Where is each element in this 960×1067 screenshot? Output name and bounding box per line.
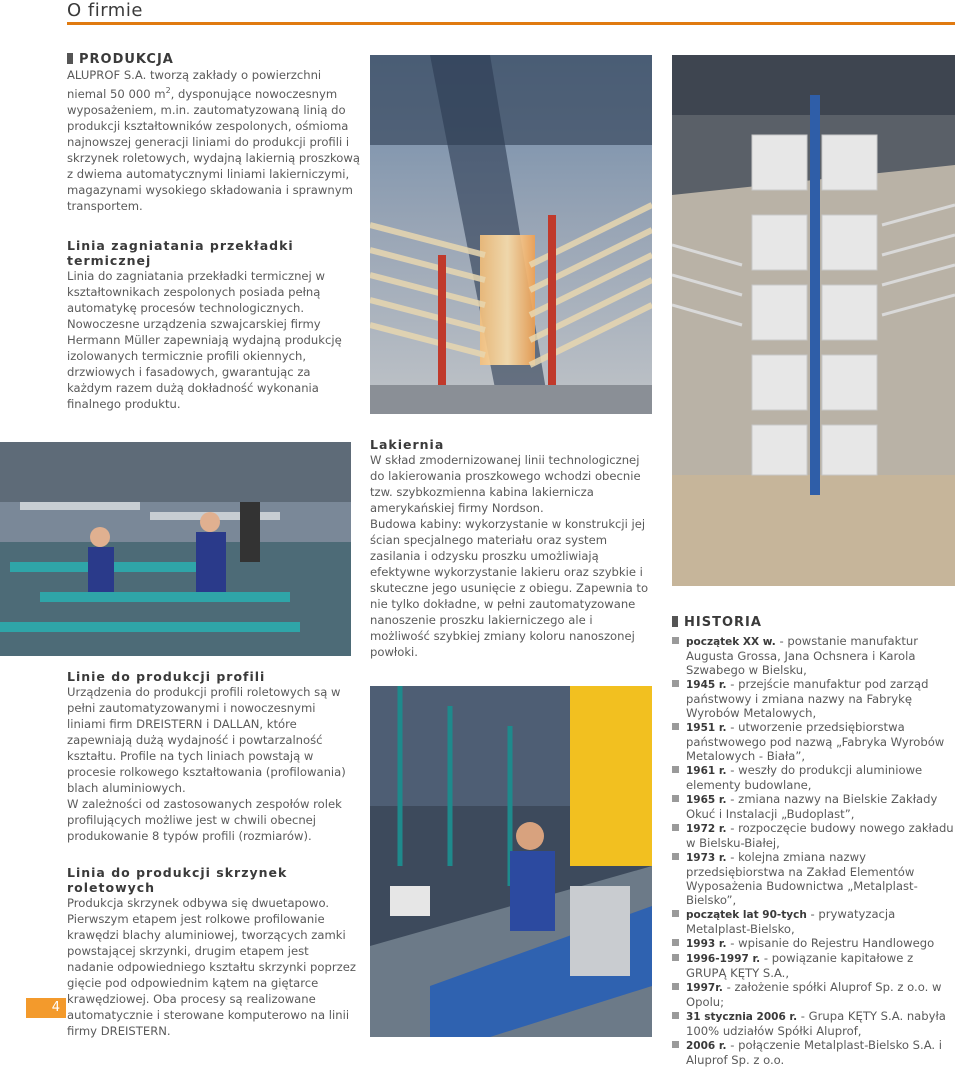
profile-section	[67, 669, 357, 844]
historia-section	[672, 615, 957, 1067]
zagniatanie-section	[67, 238, 352, 412]
list-item: 1945 r. - przejście manufaktur pod zarząd państwowy i zmiana nazwy na Fabrykę Wyrobów Metalowych,	[672, 677, 957, 720]
skrzynki-section	[67, 865, 357, 1039]
skrzynki-heading: Linia do produkcji skrzynek roletowych	[67, 865, 288, 895]
skrzynki-text-1: Produkcja skrzynek odbywa się dwuetapowo.	[67, 896, 330, 910]
heading-marker	[67, 53, 73, 64]
list-item: 1951 r. - utworzenie przedsiębiorstwa państwowego pod nazwą „Fabryka Wyrobów Metalowych - Biała”,	[672, 720, 957, 763]
list-item: 1965 r. - zmiana nazwy na Bielskie Zakłady Okuć i Instalacji „Budoplast”,	[672, 792, 957, 821]
list-item: 1997r. - założenie spółki Aluprof Sp. z o.o. w Opolu;	[672, 980, 957, 1009]
list-item: początek XX w. - powstanie manufaktur Augusta Grossa, Jana Ochsnera i Karola Szwabego w Bielsku,	[672, 634, 957, 677]
page-number: 4	[26, 998, 66, 1018]
title-rule	[67, 22, 955, 25]
page-title: O firmie	[67, 0, 143, 21]
photo-profile-line	[0, 442, 351, 656]
heading-marker	[672, 616, 678, 627]
produkcja-heading: PRODUKCJA	[67, 52, 362, 67]
list-item: 2006 r. - połączenie Metalplast-Bielsko S.A. i Aluprof Sp. z o.o.	[672, 1038, 957, 1067]
produkcja-section	[67, 52, 362, 214]
list-item: 31 stycznia 2006 r. - Grupa KĘTY S.A. nabyła 100% udziałów Spółki Aluprof,	[672, 1009, 957, 1038]
produkcja-text: ALUPROF S.A. tworzą zakłady o powierzchni niemal 50 000 $m^2$, dysponujące nowoczesnym wyposażeniem, m.in. zautomatyzowaną linią do produkcji kształtowników zespolonych, ośmioma najnowszej generacji liniami do produkcji profili i skrzynek roletowych, wydajną lakiernią proszkową z dwiema automatycznymi liniami lakierniczymi, magazynami wysokiego składowania i sprawnym transportem.	[67, 68, 360, 213]
zagniatanie-heading: Linia zagniatania przekładki termicznej	[67, 238, 294, 268]
profile-text-2: W zależności od zastosowanych zespołów rolek profilujących możliwe jest w chwili obecnej produkowanie 8 typów profili (rozmiarów).	[67, 797, 342, 843]
list-item: 1961 r. - weszły do produkcji aluminiowe elementy budowlane,	[672, 763, 957, 792]
list-item: początek lat 90-tych - prywatyzacja Metalplast-Bielsko,	[672, 907, 957, 936]
list-item: 1993 r. - wpisanie do Rejestru Handlowego	[672, 936, 957, 951]
list-item: 1973 r. - kolejna zmiana nazwy przedsiębiorstwa na Zakład Elementów Wyposażenia Budownictwa „Metalplast-Bielsko”,	[672, 850, 957, 907]
photo-worker-machine	[370, 686, 652, 1037]
photo-warehouse	[672, 55, 955, 586]
photo-coating-line	[370, 55, 652, 414]
historia-heading: HISTORIA	[672, 615, 957, 630]
lakiernia-text-2: Budowa kabiny: wykorzystanie w konstrukcji jej ścian specjalnego materiału oraz system zasilania i odzysku proszku umożliwiają efektywne wykorzystanie lakieru oraz szybkie i skuteczne jego usunięcie z obiegu. Zapewnia to nie tylko dokładne, w pełni zautomatyzowane nanoszenie proszku lakierniczego ale i możliwość szybkiej zmiany koloru nanoszonej powłoki.	[370, 517, 649, 659]
historia-list	[672, 634, 957, 1067]
profile-text-1: Urządzenia do produkcji profili roletowych są w pełni zautomatyzowanymi i nowoczesnymi liniami firm DREISTERN i DALLAN, które zapewniają dużą wydajność i powtarzalność kształtu. Profile na tych liniach powstają w procesie rolkowego kształtowania (profilowania) blach aluminiowych.	[67, 685, 346, 795]
lakiernia-heading: Lakiernia	[370, 437, 445, 452]
list-item: 1996-1997 r. - powiązanie kapitałowe z GRUPĄ KĘTY S.A.,	[672, 951, 957, 980]
lakiernia-text-1: W skład zmodernizowanej linii technologicznej do lakierowania proszkowego wchodzi obecnie tzw. szybkozmienna kabina lakiernicza amerykańskiej firmy Nordson.	[370, 453, 641, 515]
list-item: 1972 r. - rozpoczęcie budowy nowego zakładu w Bielsku-Białej,	[672, 821, 957, 850]
profile-heading: Linie do produkcji profili	[67, 669, 266, 684]
lakiernia-section	[370, 437, 655, 660]
skrzynki-text-2: Pierwszym etapem jest rolkowe profilowanie krawędzi blachy aluminiowej, tworzących zamki powstającej skrzynki, drugim etapem jest nadanie odpowiedniego kształtu skrzynki poprzez gięcie pod odpowiednim kątem na giętarce krawędziowej. Oba procesy są realizowane automatycznie i sterowane komputerowo na linii firmy DREISTERN.	[67, 912, 356, 1038]
zagniatanie-text: Linia do zagniatania przekładki termicznej w kształtownikach zespolonych posiada pełną automatykę procesów technologicznych. Nowoczesne urządzenia szwajcarskiej firmy Hermann Müller zapewniają wydajną produkcję izolowanych termicznie profili okiennych, drzwiowych i fasadowych, gwarantując za każdym razem dużą dokładność wykonania finalnego produktu.	[67, 269, 342, 411]
